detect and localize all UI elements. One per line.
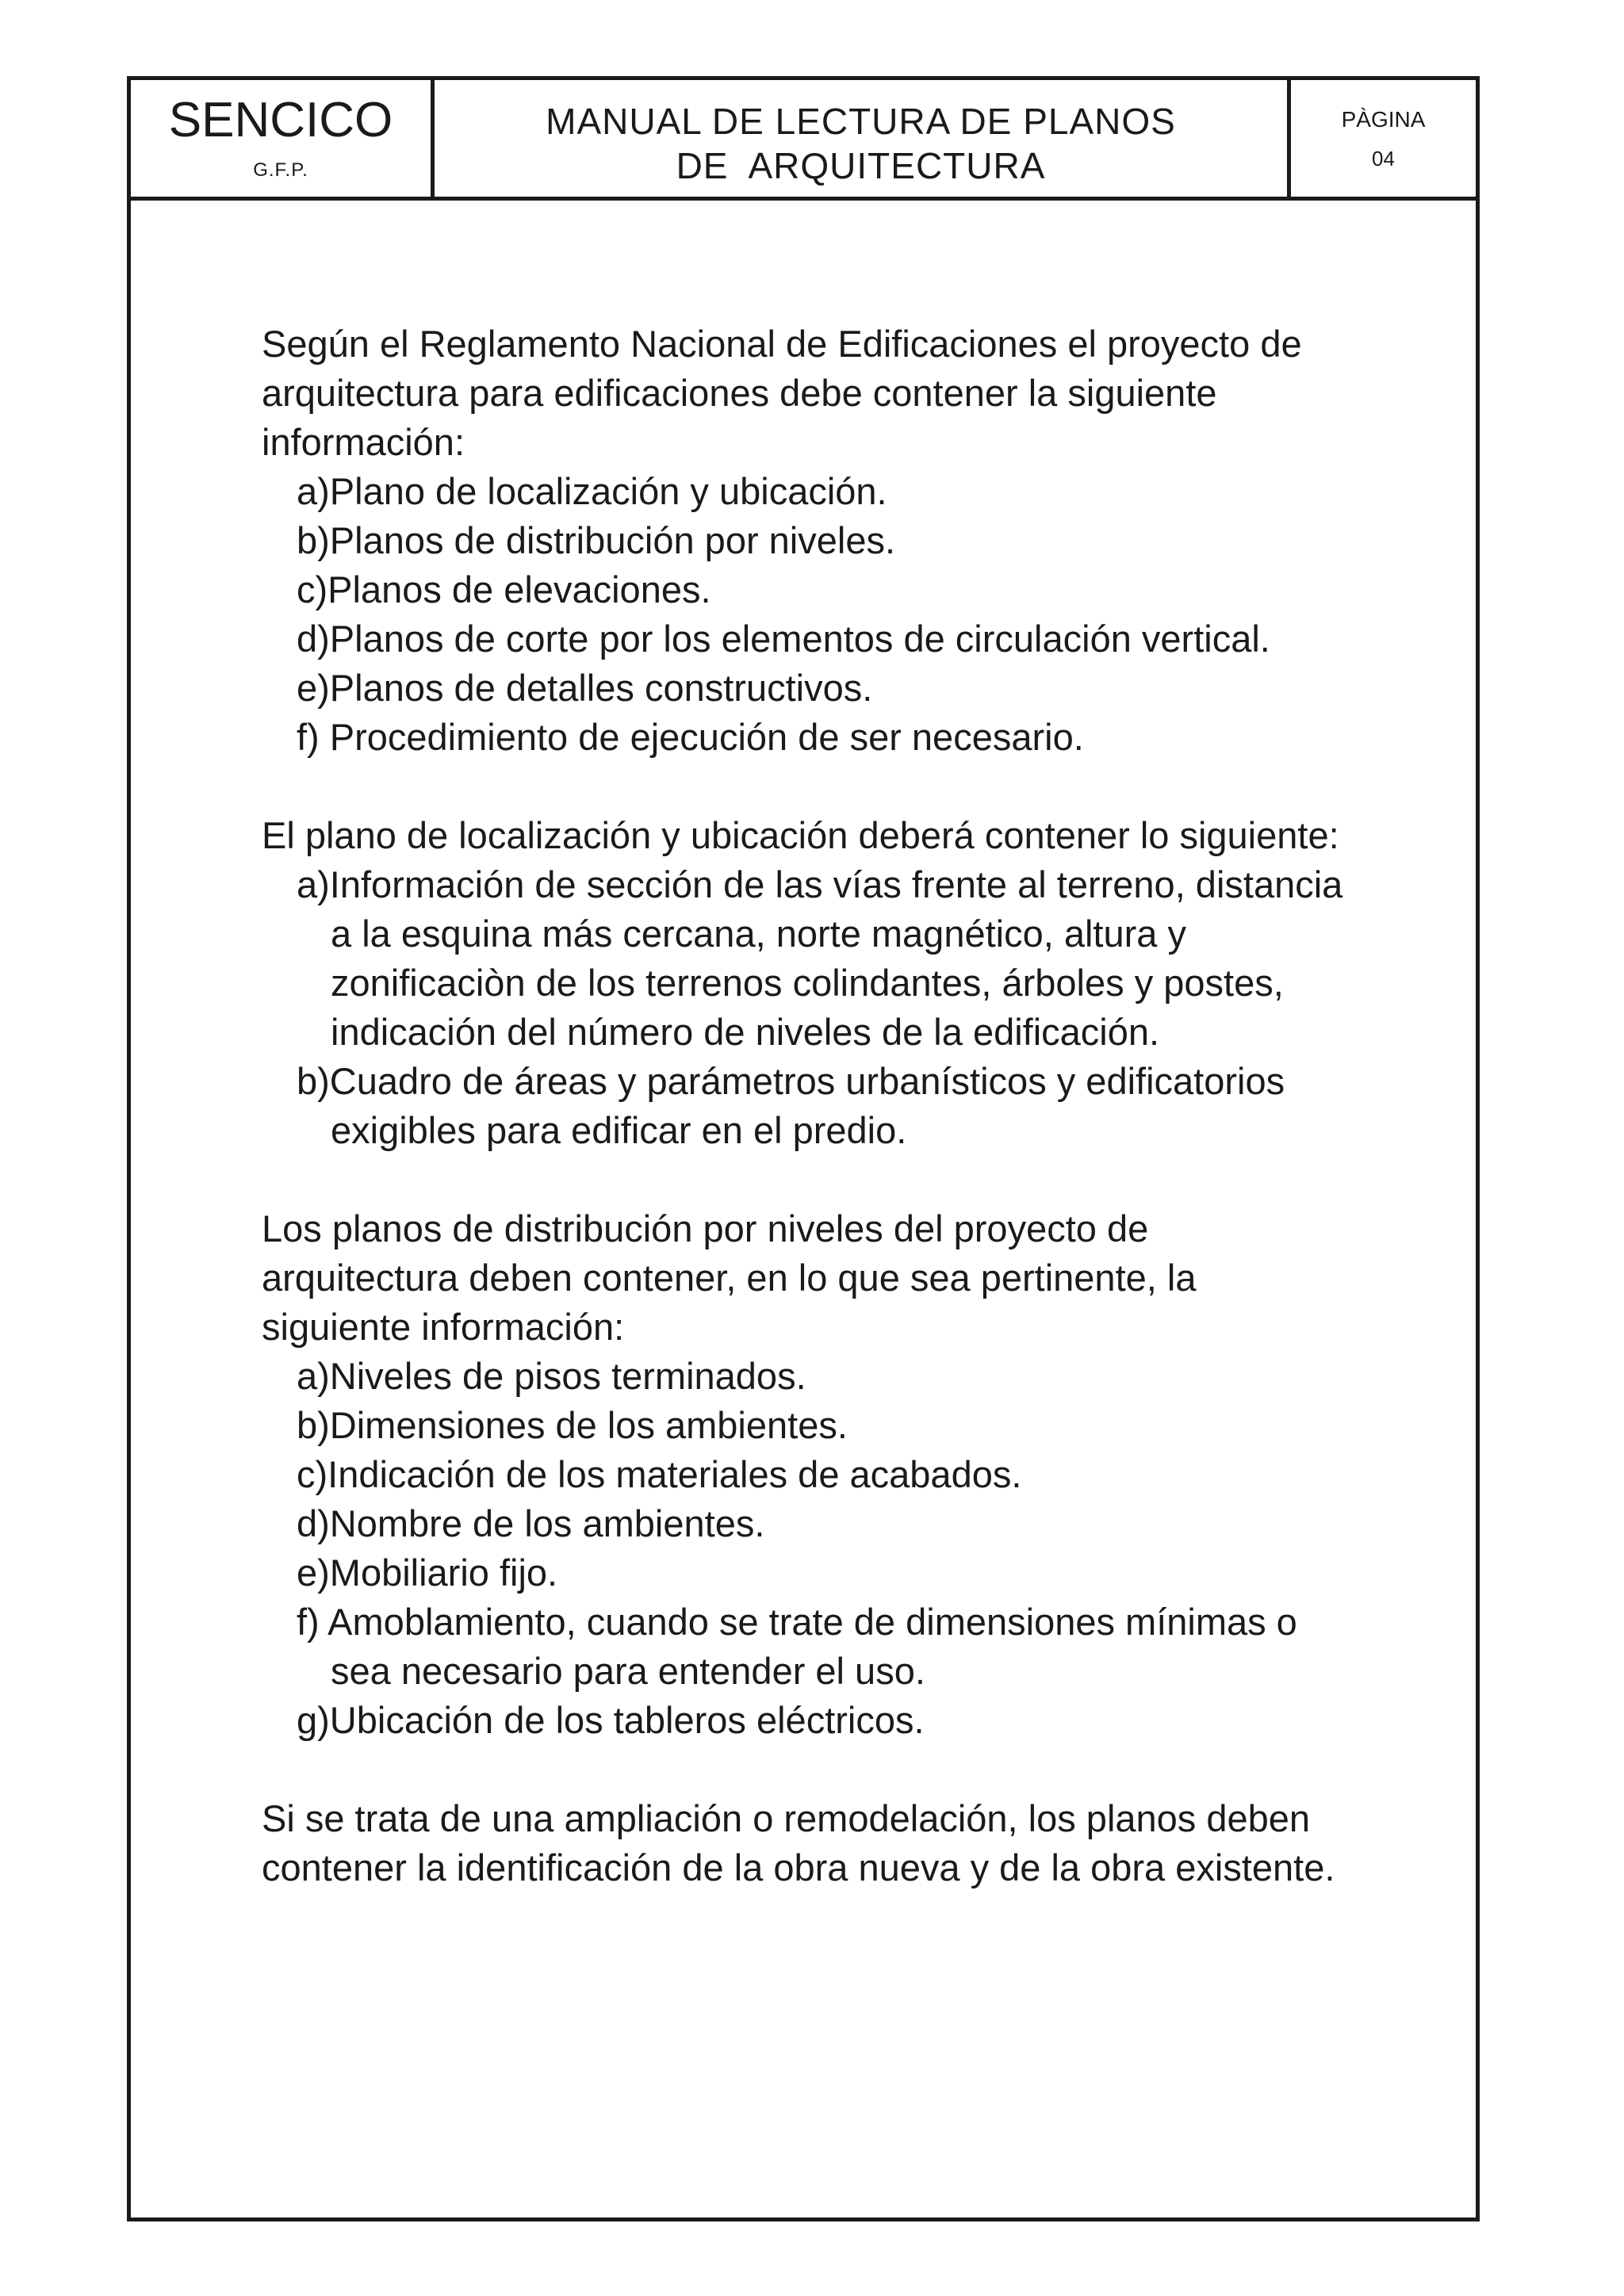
document-header <box>131 80 1476 201</box>
list-item: f) Procedimiento de ejecución de ser necesario. <box>297 716 1084 758</box>
list-item: e)Mobiliario fijo. <box>297 1552 558 1594</box>
section-2-list <box>262 860 1419 1155</box>
section-1-list <box>262 467 1419 762</box>
list-item: d)Nombre de los ambientes. <box>297 1502 765 1544</box>
page-label: PÀGINA <box>1341 107 1426 132</box>
section-3-intro: Los planos de distribución por niveles del proyecto de arquitectura deben contener, en lo que sea pertinente, la siguiente información: <box>262 1207 1197 1348</box>
header-org-cell <box>131 80 435 197</box>
list-item: d)Planos de corte por los elementos de circulación vertical. <box>297 618 1270 660</box>
list-item: b)Dimensiones de los ambientes. <box>297 1404 848 1446</box>
list-item: b)Planos de distribución por niveles. <box>297 519 896 561</box>
document-title-line2: DE ARQUITECTURA <box>676 145 1046 186</box>
list-item: a)Plano de localización y ubicación. <box>297 470 887 512</box>
paragraph-gap <box>262 762 1419 811</box>
header-page-cell <box>1291 80 1476 197</box>
section-3 <box>262 1204 1419 1745</box>
paragraph-gap <box>262 1155 1419 1204</box>
section-2-intro: El plano de localización y ubicación deberá contener lo siguiente: <box>262 814 1339 856</box>
section-4 <box>262 1794 1419 1892</box>
list-item: c)Planos de elevaciones. <box>297 568 711 610</box>
section-2 <box>262 811 1419 1155</box>
list-item: f) Amoblamiento, cuando se trate de dimensiones mínimas o sea necesario para entender el uso. <box>297 1601 1297 1692</box>
org-name: SENCICO <box>168 93 393 147</box>
org-subtitle: G.F.P. <box>253 159 308 181</box>
list-item: b)Cuadro de áreas y parámetros urbanísticos y edificatorios exigibles para edificar en el predio. <box>297 1060 1285 1151</box>
list-item: e)Planos de detalles constructivos. <box>297 667 873 709</box>
paragraph-gap <box>262 1745 1419 1794</box>
list-item: g)Ubicación de los tableros eléctricos. <box>297 1699 925 1741</box>
page-number: 04 <box>1372 147 1395 170</box>
section-1 <box>262 320 1419 762</box>
document-body <box>262 320 1419 1892</box>
section-1-intro: Según el Reglamento Nacional de Edificaciones el proyecto de arquitectura para edificaciones debe contener la siguiente información: <box>262 323 1302 463</box>
header-title-cell <box>435 80 1291 197</box>
list-item: c)Indicación de los materiales de acabados. <box>297 1453 1022 1495</box>
section-3-list <box>262 1352 1419 1745</box>
section-4-intro: Si se trata de una ampliación o remodelación, los planos deben contener la identificación de la obra nueva y de la obra existente. <box>262 1797 1335 1888</box>
list-item: a)Niveles de pisos terminados. <box>297 1355 806 1397</box>
document-title <box>435 99 1287 188</box>
document-title-line1: MANUAL DE LECTURA DE PLANOS <box>546 101 1176 142</box>
list-item: a)Información de sección de las vías frente al terreno, distancia a la esquina más cercana, norte magnético, altura y zonificaciòn de los terrenos colindantes, árboles y postes, indicación del número de niveles de la edificación. <box>297 863 1343 1053</box>
